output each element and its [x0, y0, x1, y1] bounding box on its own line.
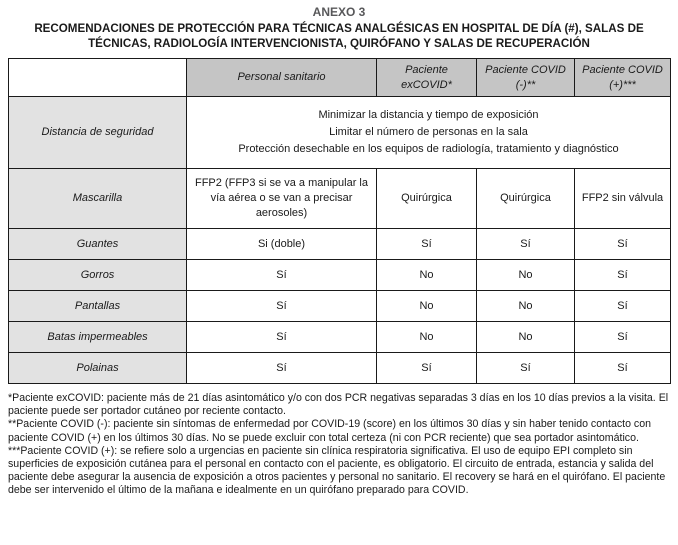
table-cell: Sí [575, 260, 671, 291]
table-cell: Sí [187, 260, 377, 291]
table-cell: Sí [477, 229, 575, 260]
table-cell: Sí [187, 353, 377, 384]
corner-cell [9, 59, 187, 97]
column-header-paciente-excovid: Paciente exCOVID* [377, 59, 477, 97]
table-cell: Sí [187, 322, 377, 353]
table-cell: Sí [477, 353, 575, 384]
row-label-batas-impermeables: Batas impermeables [9, 322, 187, 353]
row-label-guantes: Guantes [9, 229, 187, 260]
table-cell: No [477, 322, 575, 353]
row-label-distancia-de-seguridad: Distancia de seguridad [9, 97, 187, 169]
table-row-gorros [9, 260, 671, 291]
table-row-pantallas [9, 291, 671, 322]
table-cell: Sí [575, 291, 671, 322]
table-cell: Sí [377, 229, 477, 260]
column-header-personal-sanitario: Personal sanitario [187, 59, 377, 97]
footnote-excovid: *Paciente exCOVID: paciente más de 21 días asintomático y/o con dos PCR negativas separadas 3 días en los 10 días previos a la visita. El paciente puede ser portador cutáneo por reciente contacto. [8, 392, 669, 418]
table-row-batas [9, 322, 671, 353]
distancia-line-1: Minimizar la distancia y tiempo de exposición [318, 109, 539, 122]
row-label-polainas: Polainas [9, 353, 187, 384]
table-cell: No [377, 291, 477, 322]
table-cell: Si (doble) [187, 229, 377, 260]
table-cell: Sí [575, 353, 671, 384]
table-cell: Quirúrgica [477, 169, 575, 229]
table-cell: No [477, 260, 575, 291]
distancia-line-2: Limitar el número de personas en la sala [329, 126, 528, 139]
table-cell: Sí [187, 291, 377, 322]
annex-title: ANEXO 3 [312, 5, 366, 19]
document-title: RECOMENDACIONES DE PROTECCIÓN PARA TÉCNICAS ANALGÉSICAS EN HOSPITAL DE DÍA (#), SALAS DE TÉCNICAS, RADIOLOGÍA INTERVENCIONISTA, QUIRÓFANO Y SALAS DE RECUPERACIÓN [34, 22, 644, 51]
table-cell: FFP2 sin válvula [575, 169, 671, 229]
distancia-line-3: Protección desechable en los equipos de radiología, tratamiento y diagnóstico [238, 143, 619, 156]
table-cell: No [377, 260, 477, 291]
column-header-paciente-covid-neg: Paciente COVID (-)** [477, 59, 575, 97]
distancia-recommendations-cell [187, 97, 671, 169]
footnote-covid-positive: ***Paciente COVID (+): se refiere solo a urgencias en paciente sin clínica respiratoria significativa. El uso de equipo EPI completo sin superficies de exposición cutánea para el personal en contacto con el paciente, es obligatorio. El circuito de entrada, estancia y salida del paciente debe asegurar la ausencia de exposición a otros pacientes y personal no sanitario. El recovery se hará en el quirófano. El paciente debe ser intervenido el último de la mañana e idealmente en un quirófano preparado para COVID. [8, 444, 666, 496]
column-header-paciente-covid-pos: Paciente COVID (+)*** [575, 59, 671, 97]
table-cell: FFP2 (FFP3 si se va a manipular la vía aérea o se van a precisar aerosoles) [187, 169, 377, 229]
table-cell: No [477, 291, 575, 322]
footnotes-block [8, 392, 670, 497]
row-label-gorros: Gorros [9, 260, 187, 291]
table-cell: Quirúrgica [377, 169, 477, 229]
protection-recommendations-table [8, 58, 671, 384]
table-cell: Sí [575, 229, 671, 260]
table-row-mascarilla [9, 169, 671, 229]
row-label-mascarilla: Mascarilla [9, 169, 187, 229]
table-row-distancia [9, 97, 671, 169]
row-label-pantallas: Pantallas [9, 291, 187, 322]
footnote-covid-negative: **Paciente COVID (-): paciente sin síntomas de enfermedad por COVID-19 (score) en los últimos 30 días y sin haber tenido contacto con paciente COVID (+) en los últimos 30 días. No se puede excluir con total certeza (ni con PCR reciente) que sea portador asintomático. [8, 418, 652, 444]
table-header-row [9, 59, 671, 97]
table-row-polainas [9, 353, 671, 384]
table-cell: Sí [377, 353, 477, 384]
table-cell: No [377, 322, 477, 353]
table-row-guantes [9, 229, 671, 260]
table-cell: Sí [575, 322, 671, 353]
